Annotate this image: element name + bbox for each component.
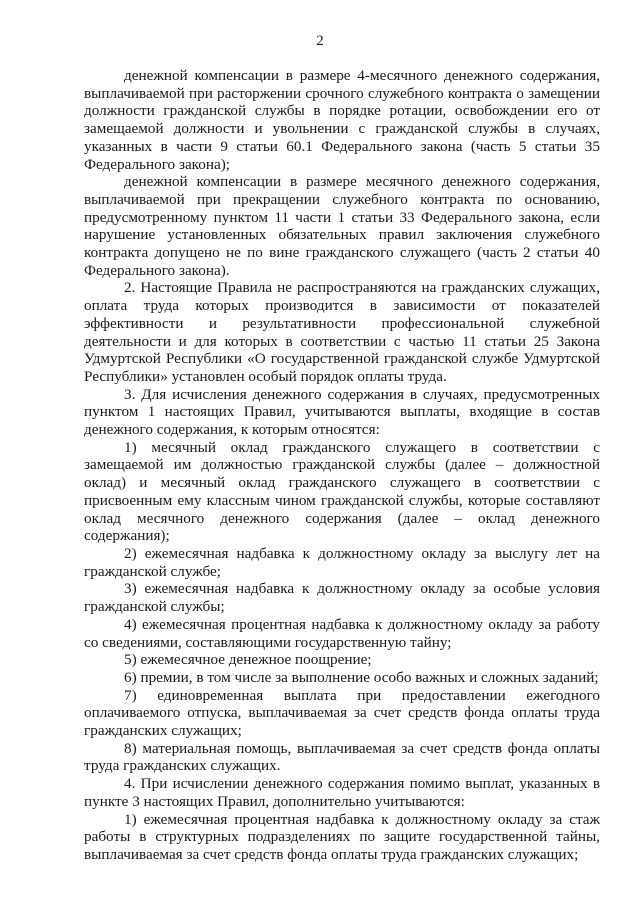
list-item-3-7: 7) единовременная выплата при предоставлении ежегодного оплачиваемого отпуска, выплачиваемая за счет средств фонда оплаты труда гражданских служащих; — [84, 686, 600, 740]
list-item-3-8: 8) материальная помощь, выплачиваемая за счет средств фонда оплаты труда гражданских служащих. — [84, 739, 600, 775]
list-item-3-6: 6) премии, в том числе за выполнение особо важных и сложных заданий; — [124, 668, 599, 686]
paragraph-clause-3: 3. Для исчисления денежного содержания в случаях, предусмотренных пунктом 1 настоящих Правил, учитываются выплаты, входящие в состав денежного содержания, к которым относятся: — [84, 385, 600, 439]
paragraph-clause-4: 4. При исчислении денежного содержания помимо выплат, указанных в пункте 3 настоящих Правил, дополнительно учитываются: — [84, 775, 600, 810]
list-item-4-1: 1) ежемесячная процентная надбавка к должностному окладу за стаж работы в структурных подразделениях по защите государственной тайны, выплачиваемая за счет средств фонда оплаты труда гражданских служащих; — [84, 810, 600, 863]
document-body — [84, 67, 600, 864]
list-item-3-5: 5) ежемесячное денежное поощрение; — [124, 651, 372, 669]
paragraph-clause-2: 2. Настоящие Правила не распространяются на гражданских служащих, оплата труда которых производится в зависимости от показателей эффективности и результативности профессиональной служебной деятельности и для которых в соответствии с частью 11 статьи 25 Закона Удмуртской Республики «О государственной гражданской службе Удмуртской Республики» установлен особый порядок оплаты труда. — [84, 279, 600, 385]
paragraph-compensation-4-month: денежной компенсации в размере 4-месячного денежного содержания, выплачиваемой при расторжении срочного служебного контракта о замещении должности гражданской службы в порядке ротации, освобождении его от замещаемой должности и увольнении с гражданской службы в случаях, указанных в части 9 статьи 60.1 Федерального закона (часть 5 статьи 35 Федерального закона); — [84, 67, 600, 173]
list-item-3-4: 4) ежемесячная процентная надбавка к должностному окладу за работу со сведениями, составляющими государственную тайну; — [84, 615, 600, 651]
paragraph-compensation-1-month: денежной компенсации в размере месячного денежного содержания, выплачиваемой при прекращении служебного контракта по основанию, предусмотренному пунктом 11 части 1 статьи 33 Федерального закона, если нарушение установленных обязательных правил заключения служебного контракта допущено не по вине гражданского служащего (часть 2 статьи 40 Федерального закона). — [84, 173, 600, 279]
page-number: 2 — [316, 33, 324, 49]
list-item-3-3: 3) ежемесячная надбавка к должностному окладу за особые условия гражданской службы; — [84, 580, 600, 616]
list-item-3-1: 1) месячный оклад гражданского служащего в соответствии с замещаемой им должностью гражданской службы (далее – должностной оклад) и месячный оклад гражданского служащего в соответствии с присвоенным ему классным чином гражданской службы, которые составляют оклад месячного денежного содержания (далее – оклад денежного содержания); — [84, 438, 600, 545]
list-item-3-2: 2) ежемесячная надбавка к должностному окладу за выслугу лет на гражданской службе; — [84, 544, 600, 580]
